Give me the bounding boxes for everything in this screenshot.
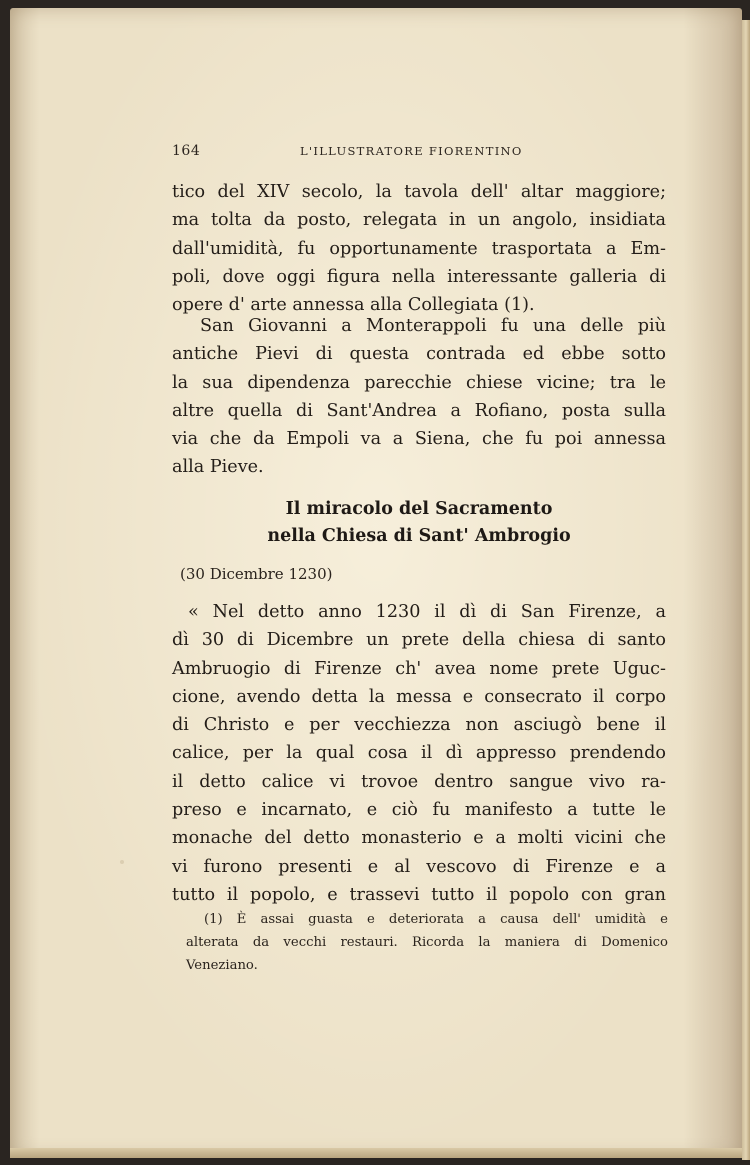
text-line: monache del detto monasterio e a molti vicini che: [172, 828, 666, 849]
text-line: tutto il popolo, e trassevi tutto il popolo con gran: [172, 884, 666, 905]
running-title: L'ILLUSTRATORE FIORENTINO: [300, 144, 523, 158]
paper-spot: [120, 860, 124, 864]
paragraph-2: [172, 312, 666, 482]
text-line: « Nel detto anno 1230 il dì di San Firenze, a: [188, 602, 666, 622]
text-line: opere d' arte annessa alla Collegiata (1).: [172, 295, 535, 316]
page-edge-bottom: [10, 1148, 742, 1158]
footnote: [186, 908, 668, 977]
text-line: cione, avendo detta la messa e consecrato il corpo: [172, 686, 666, 707]
text-line: alla Pieve.: [172, 457, 264, 478]
page-edge-right: [742, 20, 750, 1160]
text-line: la sua dipendenza parecchie chiese vicine; tra le: [172, 372, 666, 393]
text-line: dall'umidità, fu opportunamente trasportata a Em-: [172, 238, 666, 259]
text-line: dì 30 di Dicembre un prete della chiesa di santo: [172, 630, 666, 651]
footnote-line: Veneziano.: [186, 958, 258, 973]
text-line: altre quella di Sant'Andrea a Rofiano, posta sulla: [172, 400, 666, 421]
text-line: Ambruogio di Firenze ch' avea nome prete Uguc-: [172, 658, 666, 679]
page-number: 164: [172, 143, 201, 159]
text-line: il detto calice vi trovoe dentro sangue vivo ra-: [172, 771, 666, 792]
text-line: antiche Pievi di questa contrada ed ebbe sotto: [172, 344, 666, 365]
section-heading-line-2: nella Chiesa di Sant' Ambrogio: [267, 526, 571, 546]
paragraph-1: [172, 178, 666, 319]
footnote-line: alterata da vecchi restauri. Ricorda la maniera di Domenico: [186, 935, 668, 950]
text-line: di Christo e per vecchiezza non asciugò bene il: [172, 715, 666, 736]
text-line: poli, dove oggi figura nella interessante galleria di: [172, 266, 666, 287]
text-line: vi furono presenti e al vescovo di Firenze e a: [172, 856, 666, 877]
section-heading-line-1: Il miracolo del Sacramento: [285, 499, 553, 519]
date-line: (30 Dicembre 1230): [180, 565, 333, 583]
text-line: calice, per la qual cosa il dì appresso prendendo: [172, 743, 666, 764]
footnote-line: (1) È assai guasta e deteriorata a causa dell' umidità e: [204, 912, 668, 927]
text-line: San Giovanni a Monterappoli fu una delle più: [200, 316, 666, 336]
text-line: tico del XIV secolo, la tavola dell' altar maggiore;: [172, 182, 666, 202]
paragraph-3: [172, 598, 666, 909]
text-line: via che da Empoli va a Siena, che fu poi annessa: [172, 429, 666, 450]
text-line: preso e incarnato, e ciò fu manifesto a tutte le: [172, 800, 666, 821]
text-line: ma tolta da posto, relegata in un angolo, insidiata: [172, 210, 666, 231]
section-heading: [172, 496, 666, 550]
